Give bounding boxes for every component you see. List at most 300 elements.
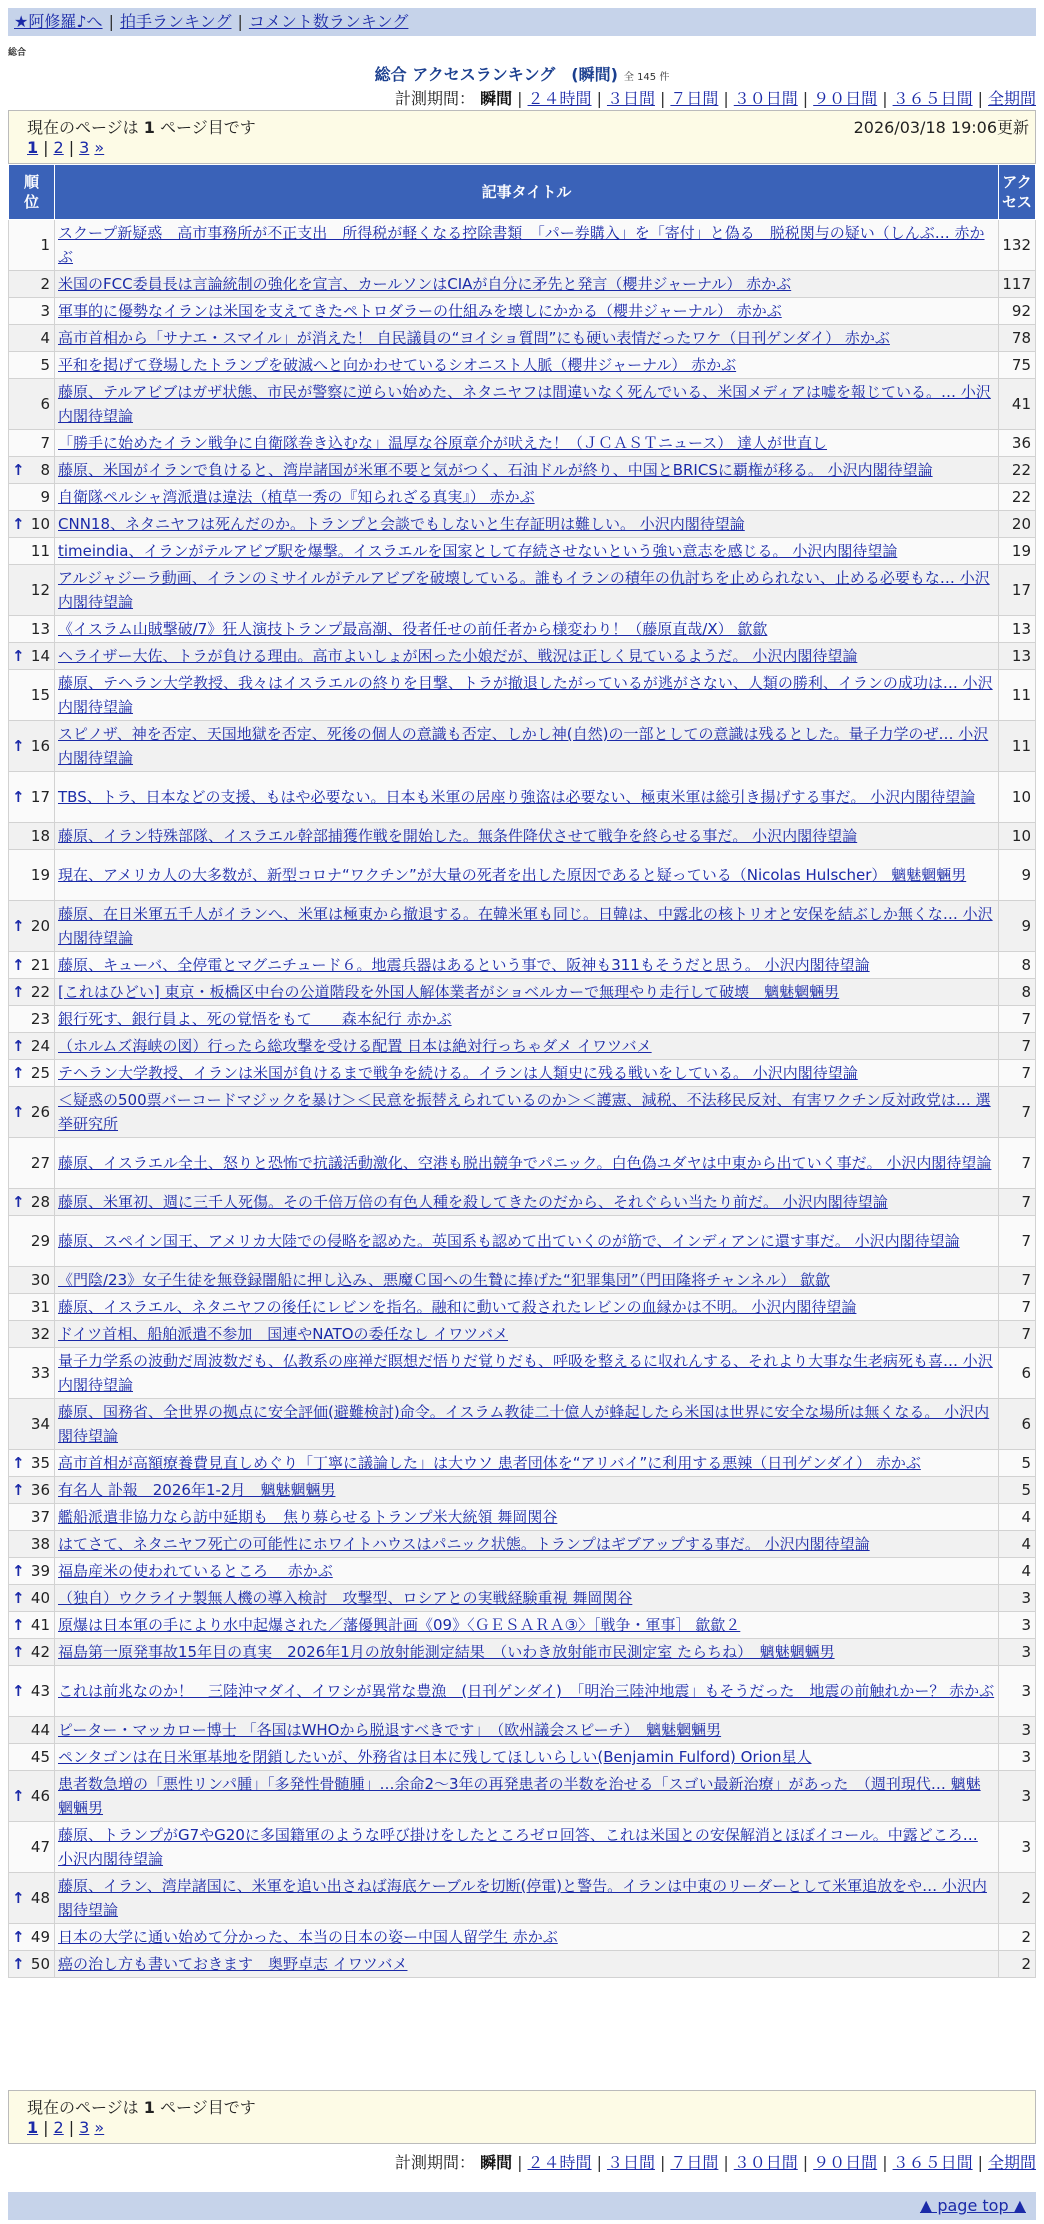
article-title-link[interactable]: 藤原、米軍初、週に三千人死傷。その千倍万倍の有色人種を殺してきたのだから、それぐらい当たり前だ。 小沢内閣待望論 [58, 1193, 888, 1211]
title-cell [55, 1873, 999, 1924]
period-all-link[interactable]: 全期間 [987, 89, 1036, 108]
period-3d-link[interactable]: ３日間 [606, 2153, 655, 2172]
article-title-link[interactable]: 日本の大学に通い始めて分かった、本当の日本の姿ー中国人留学生 赤かぶ [58, 1928, 558, 1946]
rank-number: 42 [30, 1643, 50, 1661]
table-row [9, 1585, 1036, 1612]
clap-ranking-link[interactable]: 拍手ランキング [119, 12, 232, 31]
article-title-link[interactable]: ドイツ首相、船舶派遣不参加 国連やNATOの委任なし イワツバメ [58, 1325, 509, 1343]
access-count: 4 [999, 1531, 1036, 1558]
title-cell [55, 1450, 999, 1477]
article-title-link[interactable]: CNN18、ネタニヤフは死んだのか。トランプと会談でもしないと生存証明は難しい。 小沢内閣待望論 [58, 515, 745, 533]
rank-number: 43 [30, 1682, 50, 1700]
rank-up-arrow-icon: ↑ [12, 1928, 25, 1946]
article-title-link[interactable]: 《門陰/23》女子生徒を無登録闇船に押し込み、悪魔Ｃ国への生贄に捧げた“犯罪集団”（門田隆将チャンネル） 歙歙 [58, 1271, 830, 1289]
rank-number: 45 [30, 1748, 50, 1766]
access-count: 7 [999, 1321, 1036, 1348]
period-30d-link[interactable]: ３０日間 [733, 2153, 798, 2172]
rank-number: 18 [30, 827, 50, 845]
article-title-link[interactable]: テヘラン大学教授、イランは米国が負けるまで戦争を続ける。イランは人類史に残る戦いをしている。 小沢内閣待望論 [58, 1064, 858, 1082]
title-cell [55, 298, 999, 325]
rank-cell [9, 1585, 55, 1612]
period-3d-link[interactable]: ３日間 [606, 89, 655, 108]
rank-number: 2 [40, 275, 50, 293]
rank-cell [9, 1531, 55, 1558]
table-row [9, 1321, 1036, 1348]
title-cell [55, 1585, 999, 1612]
rank-cell [9, 1294, 55, 1321]
title-cell [55, 511, 999, 538]
period-90d-link[interactable]: ９０日間 [813, 89, 878, 108]
title-cell [55, 1138, 999, 1189]
rank-up-arrow-icon: ↑ [12, 956, 25, 974]
table-row [9, 1477, 1036, 1504]
title-cell [55, 850, 999, 901]
table-row [9, 1450, 1036, 1477]
rank-up-arrow-icon: ↑ [12, 461, 25, 479]
table-row [9, 1744, 1036, 1771]
access-count: 3 [999, 1717, 1036, 1744]
next-page-link[interactable]: » [94, 2118, 105, 2137]
access-count: 3 [999, 1666, 1036, 1717]
rank-cell [9, 1873, 55, 1924]
title-cell [55, 1558, 999, 1585]
table-row [9, 1348, 1036, 1399]
table-row [9, 1822, 1036, 1873]
access-count: 117 [999, 271, 1036, 298]
title-cell [55, 670, 999, 721]
access-count: 5 [999, 1477, 1036, 1504]
rank-cell [9, 298, 55, 325]
access-count: 6 [999, 1399, 1036, 1450]
article-title-link[interactable]: ペンタゴンは在日米軍基地を閉鎖したいが、外務省は日本に残してほしいらしい(Benjamin Fulford) Orion星人 [58, 1748, 812, 1766]
title-cell [55, 220, 999, 271]
rank-number: 20 [30, 917, 50, 935]
title-cell [55, 457, 999, 484]
top-nav-bar [8, 8, 1036, 36]
article-title-link[interactable]: はてさて、ネタニヤフ死亡の可能性にホワイトハウスはパニック状態。トランプはギブアップする事だ。 小沢内閣待望論 [58, 1535, 870, 1553]
article-title-link[interactable]: 患者数急増の「悪性リンパ腫」「多発性骨髄腫」…余命2～3年の再発患者の半数を治せる「スゴい最新治療」があった （週刊現代… 魑魅魍魎男 [58, 1775, 981, 1817]
period-7d-link[interactable]: ７日間 [670, 89, 719, 108]
rank-number: 37 [30, 1508, 50, 1526]
article-title-link[interactable]: 藤原、スペイン国王、アメリカ大陸での侵略を認めた。英国系も認めて出ていくのが筋で、インディアンに還す事だ。 小沢内閣待望論 [58, 1232, 960, 1250]
pager-top [8, 110, 1036, 164]
rank-number: 6 [40, 395, 50, 413]
table-row [9, 952, 1036, 979]
rank-number: 15 [30, 686, 50, 704]
article-title-link[interactable]: （独自）ウクライナ製無人機の導入検討 攻撃型、ロシアとの実戦経験重視 舞岡関谷 [58, 1589, 633, 1607]
separator: | [108, 12, 114, 31]
access-count: 7 [999, 1006, 1036, 1033]
access-count: 20 [999, 511, 1036, 538]
rank-cell [9, 430, 55, 457]
rank-number: 39 [30, 1562, 50, 1580]
access-count: 7 [999, 1294, 1036, 1321]
rank-cell [9, 1189, 55, 1216]
rank-up-arrow-icon: ↑ [12, 788, 25, 806]
table-row [9, 979, 1036, 1006]
page-links: 1 | 2 | 3 » [27, 2118, 105, 2137]
period-24h-link[interactable]: ２４時間 [527, 89, 592, 108]
access-count: 7 [999, 1033, 1036, 1060]
article-title-link[interactable]: ＜疑惑の500票バーコードマジックを暴け＞＜民意を振替えられているのか＞＜護憲、減税、不法移民反対、有害ワクチン反対政党は… 選挙研究所 [58, 1091, 991, 1133]
rank-cell [9, 1666, 55, 1717]
article-title-link[interactable]: 癌の治し方も書いておきます 奥野卓志 イワツバメ [58, 1955, 408, 1973]
article-title-link[interactable]: 福島第一原発事故15年目の真実 2026年1月の放射能測定結果 （いわき放射能市民測定室 たらちね） 魑魅魍魎男 [58, 1643, 835, 1661]
rank-cell [9, 1216, 55, 1267]
period-24h-link[interactable]: ２４時間 [527, 2153, 592, 2172]
rank-number: 31 [30, 1298, 50, 1316]
rank-number: 28 [30, 1193, 50, 1211]
access-count: 6 [999, 1348, 1036, 1399]
rank-cell [9, 325, 55, 352]
title-cell [55, 1924, 999, 1951]
title-cell [55, 1294, 999, 1321]
page-3-link[interactable]: 3 [79, 138, 90, 157]
access-count: 3 [999, 1585, 1036, 1612]
rank-number: 12 [30, 581, 50, 599]
rank-number: 22 [30, 983, 50, 1001]
table-row [9, 1666, 1036, 1717]
article-title-link[interactable]: 福島産米の使われているところ 赤かぶ [58, 1562, 333, 1580]
table-row [9, 511, 1036, 538]
title-cell [55, 1717, 999, 1744]
rank-cell [9, 1450, 55, 1477]
article-title-link[interactable]: これは前兆なのか！ 三陸沖マダイ、イワシが異常な豊漁 (日刊ゲンダイ) 「明治三陸沖地震」もそうだった 地震の前触れかー？ 赤かぶ [58, 1682, 995, 1700]
rank-up-arrow-icon: ↑ [12, 737, 25, 755]
access-count: 3 [999, 1612, 1036, 1639]
period-365d-link[interactable]: ３６５日間 [892, 2153, 973, 2172]
access-count: 11 [999, 670, 1036, 721]
access-count: 2 [999, 1951, 1036, 1978]
rank-up-arrow-icon: ↑ [12, 1037, 25, 1055]
table-row [9, 1267, 1036, 1294]
table-row [9, 1189, 1036, 1216]
title-cell [55, 823, 999, 850]
rank-number: 30 [30, 1271, 50, 1289]
access-count: 17 [999, 565, 1036, 616]
rank-number: 19 [30, 866, 50, 884]
rank-cell [9, 565, 55, 616]
rank-number: 32 [30, 1325, 50, 1343]
rank-cell [9, 721, 55, 772]
rank-up-arrow-icon: ↑ [12, 917, 25, 935]
rank-number: 46 [30, 1787, 50, 1805]
article-title-link[interactable]: 原爆は日本軍の手により水中起爆された／藩優興計画《09》〈ＧＥＳＡＲＡ③〉［戦争・軍事］ 歙歙２ [58, 1616, 741, 1634]
rank-up-arrow-icon: ↑ [12, 983, 25, 1001]
table-row [9, 538, 1036, 565]
rank-up-arrow-icon: ↑ [12, 647, 25, 665]
article-title-link[interactable]: TBS、トラ、日本などの支援、もはや必要ない。日本も米軍の居座り強盗は必要ない、極東米軍は総引き揚げする事だ。 小沢内閣待望論 [58, 788, 976, 806]
rank-number: 33 [30, 1364, 50, 1382]
article-title-link[interactable]: ピーター・マッカロー博士 「各国はWHOから脱退すべきです」 （欧州議会スピーチ） 魑魅魍魎男 [58, 1721, 722, 1739]
access-count: 4 [999, 1504, 1036, 1531]
table-row [9, 457, 1036, 484]
rank-cell [9, 901, 55, 952]
rank-number: 40 [30, 1589, 50, 1607]
rank-number: 25 [30, 1064, 50, 1082]
rank-number: 16 [30, 737, 50, 755]
access-count: 7 [999, 1267, 1036, 1294]
table-row [9, 1951, 1036, 1978]
home-link[interactable]: ★阿修羅♪へ [14, 12, 103, 31]
table-row [9, 379, 1036, 430]
table-row [9, 1399, 1036, 1450]
rank-cell [9, 1033, 55, 1060]
access-count: 2 [999, 1924, 1036, 1951]
rank-number: 48 [30, 1889, 50, 1907]
title-cell [55, 643, 999, 670]
rank-cell [9, 772, 55, 823]
page-1-link[interactable]: 1 [27, 138, 39, 157]
title-cell [55, 772, 999, 823]
article-title-link[interactable]: 藤原、米国がイランで負けると、湾岸諸国が米軍不要と気がつく、石油ドルが終り、中国とBRICSに覇権が移る。 小沢内閣待望論 [58, 461, 933, 479]
article-title-link[interactable]: [これはひどい] 東京・板橋区中台の公道階段を外国人解体業者がショベルカーで無理やり走行して破壊 魑魅魍魎男 [58, 983, 840, 1001]
rank-cell [9, 271, 55, 298]
comment-ranking-link[interactable]: コメント数ランキング [248, 12, 409, 31]
access-count: 9 [999, 850, 1036, 901]
title-cell [55, 1504, 999, 1531]
rank-number: 21 [30, 956, 50, 974]
rank-cell [9, 1771, 55, 1822]
ranking-title: 総合 アクセスランキング (瞬間) [374, 65, 618, 84]
rank-up-arrow-icon: ↑ [12, 1562, 25, 1580]
access-count: 3 [999, 1744, 1036, 1771]
article-title-link[interactable]: 艦船派遣非協力なら訪中延期も 焦り募らせるトランプ米大統領 舞岡関谷 [58, 1508, 558, 1526]
article-title-link[interactable]: 《イスラム山賊撃破/7》狂人演技トランプ最高潮、役者任せの前任者から様変わり！（藤原直哉/X） 歙歙 [58, 620, 768, 638]
title-cell [55, 565, 999, 616]
page-2-link[interactable]: 2 [53, 2118, 64, 2137]
rank-number: 26 [30, 1103, 50, 1121]
rank-number: 11 [30, 542, 50, 560]
article-title-link[interactable]: 銀行死す、銀行員よ、死の覚悟をもて 森本紀行 赤かぶ [58, 1010, 452, 1028]
article-title-link[interactable]: ヘライザー大佐、トラが負ける理由。高市よいしょが困った小娘だが、戦況は正しく見ているようだ。 小沢内閣待望論 [58, 647, 858, 665]
rank-column-header: 順位 [9, 165, 55, 220]
article-title-link[interactable]: 藤原、テルアビブはガザ状態、市民が警察に逆らい始めた、ネタニヤフは間違いなく死んでいる、米国メディアは嘘を報じている。… 小沢内閣待望論 [58, 383, 991, 425]
table-row [9, 1138, 1036, 1189]
rank-number: 38 [30, 1535, 50, 1553]
rank-cell [9, 1138, 55, 1189]
rank-number: 3 [40, 302, 50, 320]
rank-number: 1 [40, 236, 50, 254]
article-title-link[interactable]: 藤原、イスラエル全土、怒りと恐怖で抗議活動激化、空港も脱出競争でパニック。白色偽ユダヤは中東から出ていく事だ。 小沢内閣待望論 [58, 1154, 992, 1172]
rank-number: 10 [30, 515, 50, 533]
rank-cell [9, 1924, 55, 1951]
article-title-link[interactable]: アルジャジーラ動画、イランのミサイルがテルアビブを破壊している。誰もイランの積年の仇討ちを止められない、止める必要もな… 小沢内閣待望論 [58, 569, 990, 611]
rank-cell [9, 1558, 55, 1585]
title-cell [55, 1267, 999, 1294]
period-30d-link[interactable]: ３０日間 [733, 89, 798, 108]
table-row [9, 430, 1036, 457]
bottom-bar [8, 2192, 1036, 2220]
article-title-link[interactable]: スピノザ、神を否定、天国地獄を否定、死後の個人の意識も否定、しかし神(自然)の一部としての意識は残るとした。量子力学のぜ… 小沢内閣待望論 [58, 725, 989, 767]
access-count: 22 [999, 484, 1036, 511]
current-page-text: 現在のページは 1 ページ目です [27, 2098, 256, 2117]
rank-number: 34 [30, 1415, 50, 1433]
title-cell [55, 616, 999, 643]
period-selector-bottom: 計測期間： 瞬間 | ２４時間 | ３日間 | ７日間 | ３０日間 | ９０日間 | ３６５日間 | 全期間 [395, 2153, 1036, 2172]
rank-cell [9, 1639, 55, 1666]
ranking-body [9, 220, 1036, 1978]
article-title-link[interactable]: 藤原、イスラエル、ネタニヤフの後任にレビンを指名。融和に動いて殺されたレビンの血縁かは不明。 小沢内閣待望論 [58, 1298, 857, 1316]
current-page-text: 現在のページは 1 ページ目です [27, 118, 256, 137]
rank-number: 27 [30, 1154, 50, 1172]
page-top-link[interactable]: ▲ page top ▲ [919, 2196, 1026, 2215]
title-cell [55, 1060, 999, 1087]
rank-cell [9, 643, 55, 670]
table-row [9, 220, 1036, 271]
rank-cell [9, 1006, 55, 1033]
table-row [9, 271, 1036, 298]
access-count: 9 [999, 901, 1036, 952]
period-label: 計測期間： [395, 89, 476, 108]
article-title-link[interactable]: 「勝手に始めたイラン戦争に自衛隊巻き込むな」温厚な谷原章介が吠えた！（ＪＣＡＳＴニュース） 達人が世直し [58, 434, 828, 452]
rank-up-arrow-icon: ↑ [12, 1787, 25, 1805]
article-title-link[interactable]: timeindia、イランがテルアビブ駅を爆撃。イスラエルを国家として存続させないという強い意志を感じる。 小沢内閣待望論 [58, 542, 898, 560]
rank-number: 17 [30, 788, 50, 806]
page-2-link[interactable]: 2 [53, 138, 64, 157]
rank-number: 8 [40, 461, 50, 479]
rank-cell [9, 823, 55, 850]
access-count: 8 [999, 979, 1036, 1006]
table-row [9, 1873, 1036, 1924]
table-row [9, 1771, 1036, 1822]
title-cell [55, 979, 999, 1006]
article-title-link[interactable]: 有名人 訃報 2026年1-2月 魑魅魍魎男 [58, 1481, 336, 1499]
article-title-link[interactable]: 藤原、テヘラン大学教授、我々はイスラエルの終りを目撃、トラが撤退したがっているが逃がさない、人類の勝利、イランの成功は… 小沢内閣待望論 [58, 674, 993, 716]
table-row [9, 721, 1036, 772]
rank-cell [9, 1504, 55, 1531]
access-count: 36 [999, 430, 1036, 457]
article-title-link[interactable]: 自衛隊ペルシャ湾派遣は違法（植草一秀の『知られざる真実』） 赤かぶ [58, 488, 535, 506]
next-page-link[interactable]: » [94, 138, 105, 157]
rank-cell [9, 220, 55, 271]
rank-cell [9, 457, 55, 484]
title-cell [55, 1822, 999, 1873]
access-count: 41 [999, 379, 1036, 430]
access-count: 11 [999, 721, 1036, 772]
rank-cell [9, 484, 55, 511]
article-title-link[interactable]: 藤原、在日米軍五千人がイランへ、米軍は極東から撤退する。在韓米軍も同じ。日韓は、中露北の核トリオと安保を結ぶしか無くな… 小沢内閣待望論 [58, 905, 993, 947]
title-cell [55, 352, 999, 379]
article-title-link[interactable]: 高市首相から「サナエ・スマイル」が消えた！ 自民議員の“ヨイショ質問”にも硬い表情だったワケ（日刊ゲンダイ） 赤かぶ [58, 329, 890, 347]
rank-up-arrow-icon: ↑ [12, 1589, 25, 1607]
access-count: 4 [999, 1558, 1036, 1585]
table-row [9, 1006, 1036, 1033]
article-title-link[interactable]: 藤原、国務省、全世界の拠点に安全評価(避難検討)命令。イスラム教徒二十億人が蜂起したら米国は世界に安全な場所は無くなる。 小沢内閣待望論 [58, 1403, 990, 1445]
rank-cell [9, 670, 55, 721]
page-3-link[interactable]: 3 [79, 2118, 90, 2137]
total-count: 全 145 件 [623, 72, 670, 83]
rank-cell [9, 538, 55, 565]
access-count: 3 [999, 1822, 1036, 1873]
rank-number: 29 [30, 1232, 50, 1250]
rank-cell [9, 1348, 55, 1399]
table-row [9, 1717, 1036, 1744]
rank-number: 5 [40, 356, 50, 374]
rank-cell [9, 352, 55, 379]
article-title-link[interactable]: 高市首相が高額療養費見直しめぐり「丁寧に議論した」は大ウソ 患者団体を“アリバイ”に利用する悪辣（日刊ゲンダイ） 赤かぶ [58, 1454, 921, 1472]
rank-number: 7 [40, 434, 50, 452]
rank-up-arrow-icon: ↑ [12, 1193, 25, 1211]
rank-number: 41 [30, 1616, 50, 1634]
article-title-link[interactable]: 軍事的に優勢なイランは米国を支えてきたペトロダラーの仕組みを壊しにかかる（櫻井ジャーナル） 赤かぶ [58, 302, 782, 320]
article-title-link[interactable]: 平和を掲げて登場したトランプを破滅へと向かわせているシオニスト人脈（櫻井ジャーナル） 赤かぶ [58, 356, 737, 374]
page-1-link[interactable]: 1 [27, 2118, 39, 2137]
article-title-link[interactable]: 現在、アメリカ人の大多数が、新型コロナ“ワクチン”が大量の死者を出した原因であると疑っている（Nicolas Hulscher） 魑魅魍魎男 [58, 866, 967, 884]
article-title-link[interactable]: 藤原、キューバ、全停電とマグニチュード６。地震兵器はあるという事で、阪神も311もそうだと思う。 小沢内閣待望論 [58, 956, 870, 974]
access-count: 2 [999, 1873, 1036, 1924]
access-count: 5 [999, 1450, 1036, 1477]
title-cell [55, 1216, 999, 1267]
access-count: 19 [999, 538, 1036, 565]
rank-cell [9, 1477, 55, 1504]
access-count: 8 [999, 952, 1036, 979]
rank-up-arrow-icon: ↑ [12, 1481, 25, 1499]
period-365d-link[interactable]: ３６５日間 [892, 89, 973, 108]
rank-cell [9, 1321, 55, 1348]
period-7d-link[interactable]: ７日間 [670, 2153, 719, 2172]
title-cell [55, 1321, 999, 1348]
article-title-link[interactable]: 藤原、イラン特殊部隊、イスラエル幹部捕獲作戦を開始した。無条件降伏させて戦争を終らせる事だ。 小沢内閣待望論 [58, 827, 858, 845]
rank-cell [9, 1744, 55, 1771]
title-cell [55, 1087, 999, 1138]
rank-up-arrow-icon: ↑ [12, 1889, 25, 1907]
article-title-link[interactable]: 量子力学系の波動だ周波数だも、仏教系の座禅だ瞑想だ悟りだ覚りだも、呼吸を整えるに収れんする、それより大事な生老病死も喜… 小沢内閣待望論 [58, 1352, 993, 1394]
title-cell [55, 1033, 999, 1060]
title-cell [55, 1771, 999, 1822]
article-title-link[interactable]: 藤原、イラン、湾岸諸国に、米軍を追い出さねば海底ケーブルを切断(停電)と警告。イランは中東のリーダーとして米軍追放をや… 小沢内閣待望論 [58, 1877, 987, 1919]
title-cell [55, 484, 999, 511]
access-count: 7 [999, 1189, 1036, 1216]
title-cell [55, 1189, 999, 1216]
period-all-link[interactable]: 全期間 [987, 2153, 1036, 2172]
period-label: 計測期間： [395, 2153, 476, 2172]
rank-number: 13 [30, 620, 50, 638]
article-title-link[interactable]: （ホルムズ海峡の図）行ったら総攻撃を受ける配置 日本は絶対行っちゃダメ イワツバメ [58, 1037, 652, 1055]
rank-cell [9, 1951, 55, 1978]
rank-cell [9, 1612, 55, 1639]
table-row [9, 901, 1036, 952]
article-title-link[interactable]: 米国のFCC委員長は言論統制の強化を宣言、カールソンはCIAが自分に矛先と発言（櫻井ジャーナル） 赤かぶ [58, 275, 792, 293]
separator: | [237, 12, 243, 31]
title-cell [55, 1639, 999, 1666]
rank-cell [9, 511, 55, 538]
title-cell [55, 1666, 999, 1717]
rank-cell [9, 1399, 55, 1450]
table-row [9, 352, 1036, 379]
article-title-link[interactable]: スクープ新疑惑 高市事務所が不正支出 所得税が軽くなる控除書類 「パー券購入」を「寄付」と偽る 脱税関与の疑い（しんぶ… 赤かぶ [58, 224, 985, 266]
table-row [9, 565, 1036, 616]
period-90d-link[interactable]: ９０日間 [813, 2153, 878, 2172]
table-header [9, 165, 1036, 220]
access-count: 10 [999, 823, 1036, 850]
rank-cell [9, 1267, 55, 1294]
pager-bottom [8, 2090, 1036, 2144]
article-title-link[interactable]: 藤原、トランプがG7やG20に多国籍軍のような呼び掛けをしたところゼロ回答、これは米国との安保解消とほぼイコール。中露どころ… 小沢内閣待望論 [58, 1826, 978, 1868]
rank-cell [9, 850, 55, 901]
table-row [9, 850, 1036, 901]
rank-up-arrow-icon: ↑ [12, 515, 25, 533]
rank-number: 4 [40, 329, 50, 347]
access-count: 13 [999, 643, 1036, 670]
access-count: 3 [999, 1771, 1036, 1822]
title-cell [55, 1348, 999, 1399]
rank-up-arrow-icon: ↑ [12, 1643, 25, 1661]
rank-up-arrow-icon: ↑ [12, 1955, 25, 1973]
title-cell [55, 901, 999, 952]
rank-number: 49 [30, 1928, 50, 1946]
table-row [9, 616, 1036, 643]
